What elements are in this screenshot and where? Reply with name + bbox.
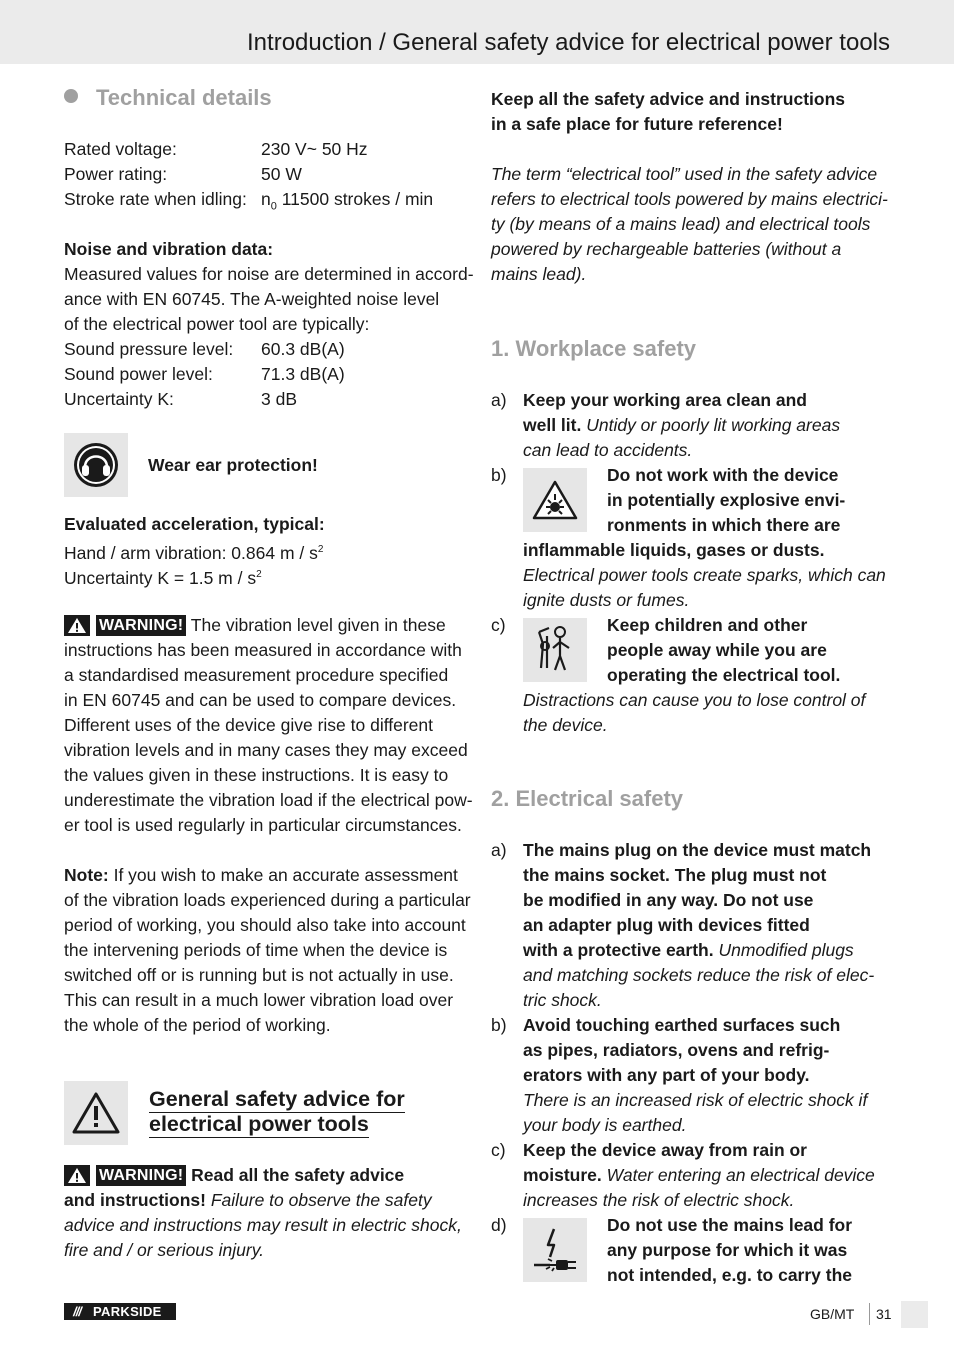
footer-corner-box (901, 1301, 928, 1328)
item-letter: c) (491, 1140, 506, 1160)
warning-line: underestimate the vibration load if the electrical pow- (64, 790, 473, 810)
item-letter: a) (491, 390, 507, 410)
workplace-item-a: a) Keep your working area clean and well lit. Untidy or poorly lit working areas can lead to accidents. (491, 390, 841, 460)
item-letter: c) (491, 615, 506, 635)
note-label: Note: (64, 865, 109, 885)
electrical-item-c: c) Keep the device away from rain or moisture. Water entering an electrical device increases the risk of electric shock. (491, 1140, 875, 1210)
spec-row: Stroke rate when idling: $n_0$ 11500 strokes / min (64, 189, 434, 213)
page-header-title: Introduction / General safety advice for electrical power tools (247, 29, 890, 56)
noise-line: Measured values for noise are determined in accord- (64, 264, 474, 284)
noise-heading: Noise and vibration data: (64, 239, 274, 259)
note-line: the whole of the period of working. (64, 1015, 331, 1035)
warning-label: WARNING! (96, 615, 186, 636)
general-warning-line: advice and instructions may result in electric shock, (64, 1215, 462, 1235)
warning-badge (64, 615, 186, 636)
note-paragraph: Note: If you wish to make an accurate assessment of the vibration loads experienced during a particular period of working, you should also take into account the intervening periods of time when the device is switched off or is running but is not actually in use. This can result in a much lower vibration load over the whole of the period of working. (64, 863, 474, 1038)
parkside-logo: /// PARKSIDE (64, 1303, 176, 1320)
mains-lead-hazard-icon (523, 1218, 587, 1282)
keep-children-away-icon (523, 618, 587, 682)
explosion-hazard-icon (523, 468, 587, 532)
warning-line: a standardised measurement procedure specified (64, 665, 449, 685)
noise-line: of the electrical power tool are typically: (64, 314, 370, 334)
warning-line: in EN 60745 and can be used to compare devices. (64, 690, 457, 710)
note-line: the intervening periods of time when the device is (64, 940, 448, 960)
warning-line: instructions has been measured in accordance with (64, 640, 462, 660)
general-warning: WARNING! Read all the safety advice and instructions! Failure to observe the safety advice and instructions may result in electric shock, fire and / or serious injury. (64, 1163, 474, 1263)
warning-badge (64, 1165, 186, 1186)
warning-line: vibration levels and in many cases they may exceed (64, 740, 468, 760)
footer-divider (869, 1303, 870, 1325)
keep-advice-paragraph: Keep all the safety advice and instructions in a safe place for future reference! (491, 89, 845, 134)
spec-row: Power rating: 50 W (64, 164, 302, 184)
warning-label: WARNING! (96, 1165, 186, 1186)
noise-line: ance with EN 60745. The A-weighted noise level (64, 289, 440, 309)
warning-triangle-icon (64, 615, 90, 636)
general-safety-heading: General safety advice for electrical power tools (149, 1087, 405, 1136)
ear-protection-icon (64, 433, 128, 497)
noise-spec-row: Uncertainty K: 3 dB (64, 389, 297, 409)
acceleration-heading: Evaluated acceleration, typical: (64, 514, 325, 534)
page-number: 31 (876, 1306, 892, 1322)
spec-table (64, 137, 464, 212)
note-line: of the vibration loads experienced during a particular (64, 890, 471, 910)
caution-triangle-icon (64, 1081, 128, 1145)
term-paragraph: The term “electrical tool” used in the safety advice refers to electrical tools powered by mains electrici- ty (by means of a mains lead) and electrical tools powered by rechargeable batteries (without a mains lead). (491, 164, 888, 284)
electrical-safety-heading: 2. Electrical safety (491, 786, 684, 811)
bullet-icon (64, 89, 78, 103)
note-line: This can result in a much lower vibration load over (64, 990, 454, 1010)
noise-spec-row: Sound power level: 71.3 dB(A) (64, 364, 345, 384)
ear-protection-label: Wear ear protection! (148, 455, 318, 475)
spec-row: Rated voltage: 230 V~ 50 Hz (64, 139, 368, 159)
noise-section (64, 237, 474, 412)
workplace-item-b: b) Do not work with the device in potentially explosive envi- ronments in which there are inflammable liquids, gases or dusts. Electrical power tools create sparks, which can ignite dusts or fumes. (491, 465, 886, 610)
warning-line: the values given in these instructions. It is easy to (64, 765, 449, 785)
item-letter: d) (491, 1215, 507, 1235)
item-letter: a) (491, 840, 507, 860)
noise-spec-row: Sound pressure level: 60.3 dB(A) (64, 339, 345, 359)
general-warning-line: fire and / or serious injury. (64, 1240, 265, 1260)
electrical-item-b: b) Avoid touching earthed surfaces such as pipes, radiators, ovens and refrig- erators with any part of your body. There is an increased risk of electric shock if your body is earthed. (491, 1015, 868, 1135)
note-line: switched off or is running but is not actually in use. (64, 965, 454, 985)
electrical-item-d: d) Do not use the mains lead for any purpose for which it was not intended, e.g. to carry the (491, 1215, 853, 1285)
note-line: period of working, you should also take into account (64, 915, 466, 935)
hand-arm-vibration: Hand / arm vibration: 0.864 m / $s^2$ (64, 542, 324, 563)
item-letter: b) (491, 1015, 507, 1035)
workplace-safety-heading: 1. Workplace safety (491, 336, 697, 361)
uncertainty-vibration: Uncertainty K = 1.5 m / $s^2$ (64, 567, 262, 588)
workplace-item-c: c) Keep children and other people away while you are operating the electrical tool. Distractions can cause you to lose control of the device. (491, 615, 866, 735)
item-letter: b) (491, 465, 507, 485)
acceleration-section (64, 512, 464, 587)
warning-line: er tool is used regularly in particular circumstances. (64, 815, 462, 835)
footer-language-code: GB/MT (810, 1306, 855, 1322)
warning-line: Different uses of the device give rise to different (64, 715, 434, 735)
warning-triangle-icon (64, 1165, 90, 1186)
vibration-warning: WARNING! The vibration level given in these instructions has been measured in accordance with a standardised measurement procedure specified in EN 60745 and can be used to compare devices. Different uses of the device give rise to different vibration levels and in many cases they may exceed the values given in these instructions. It is easy to underestimate the vibration load if the electrical pow- er tool is used regularly in particular circumstances. (64, 613, 474, 838)
technical-details-heading: Technical details (64, 85, 272, 111)
electrical-item-a: a) The mains plug on the device must match the mains socket. The plug must not be modified in any way. Do not use an adapter plug with devices fitted with a protective earth. Unmodified plugs and matching sockets reduce the risk of elec- tric shock. (491, 840, 875, 1010)
